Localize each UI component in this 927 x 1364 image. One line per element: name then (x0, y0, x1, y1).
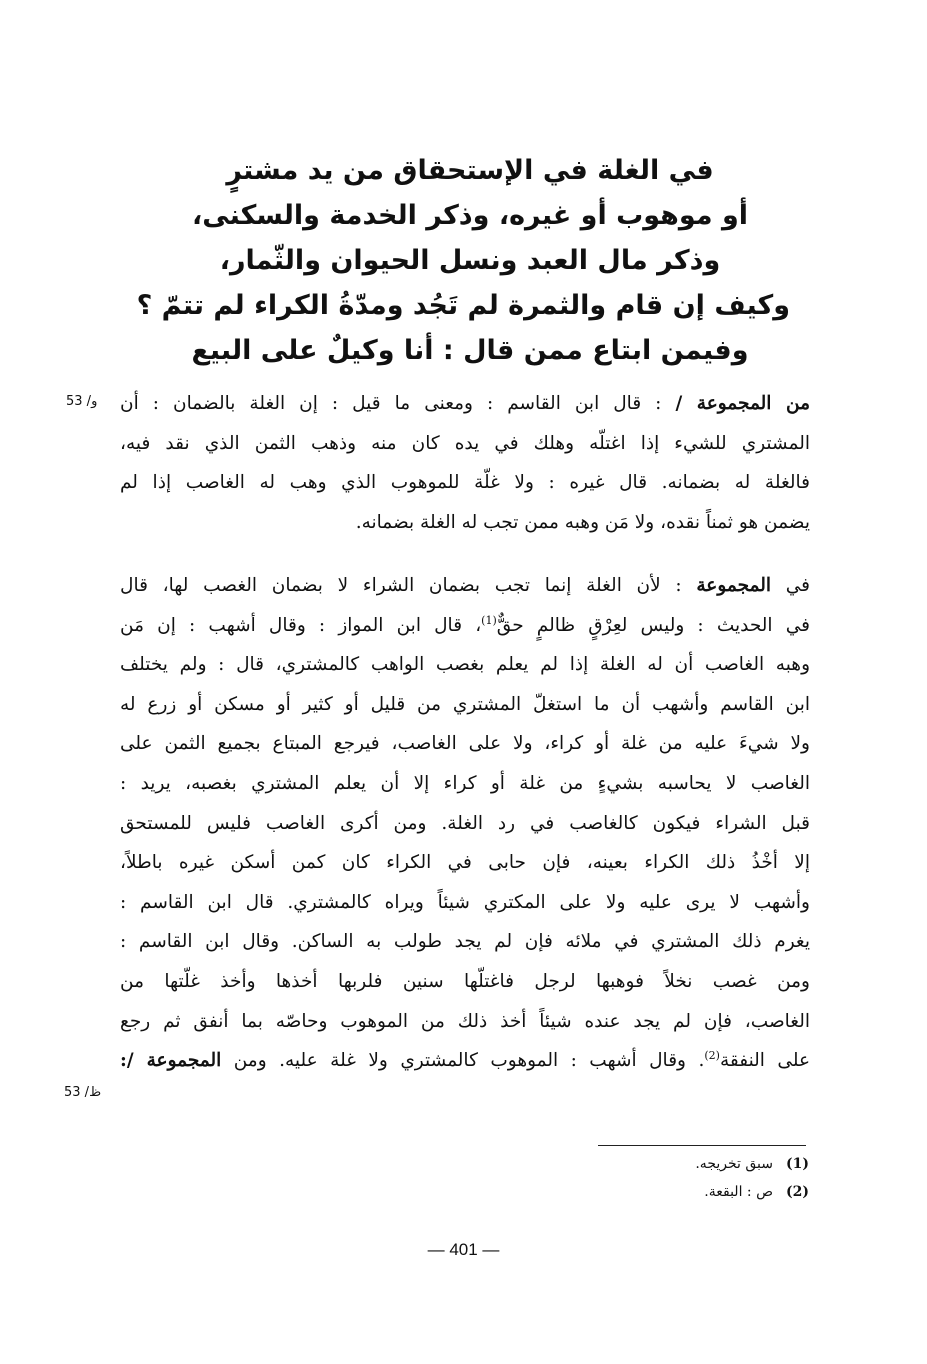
source-ref: المجموعة (696, 575, 771, 596)
footnote-ref: (1) (481, 613, 497, 627)
text-line (120, 606, 810, 646)
paragraph (120, 566, 810, 1081)
text-line: ولا شيءَ عليه من غلة أو كراء، ولا على الغاصب، فيرجع المبتاع بجميع الثمن على (120, 733, 810, 755)
text-line: يضمن هو ثمناً نقده، ولا مَن وهبه ممن تجب له الغلة بضمانه. (355, 511, 810, 533)
text-run: : قال ابن القاسم : ومعنى ما قيل : إن الغلة بالضمان : أن (120, 393, 676, 414)
footnote (704, 1184, 809, 1200)
text-run: على النفقة (719, 1050, 810, 1072)
source-ref: من المجموعة / (675, 393, 810, 414)
chapter-heading (136, 148, 790, 373)
heading-line: في الغلة في الإستحقاق من يد مشترٍ (226, 155, 714, 186)
footnote-text: سبق تخريجه. (695, 1156, 773, 1172)
text-line: المشتري للشيء إذا اغتلّه وهلك في يده كان منه وذهب الثمن الذي نقد فيه، (120, 432, 810, 454)
text-run: في (771, 575, 810, 596)
footnote-text: ص : البقعة. (704, 1184, 773, 1200)
page-number: — 401 — (427, 1240, 500, 1259)
footnote-number: (1) (786, 1156, 809, 1172)
text-run: : لأن الغلة إنما تجب بضمان الشراء لا بضمان الغصب لها، قال (120, 575, 697, 596)
paragraph (120, 384, 810, 542)
heading-line: وفيمن ابتاع ممن قال : أنا وكيلٌ على البيع (191, 335, 749, 366)
footnote-divider (598, 1145, 806, 1146)
heading-line: وكيف إن قام والثمرة لم تَجُد ومدّةُ الكراء لم تتمّ ؟ (136, 290, 790, 321)
footnote (695, 1156, 809, 1172)
text-line: وهبه الغاصب أن له الغلة إذا لم يعلم بغصب الواهب كالمشتري، قال : ولم يختلف (120, 654, 810, 676)
text-line: قبل الشراء فيكون كالغاصب في رد الغلة. ومن أكرى الغاصب فليس للمستحق (120, 812, 810, 834)
text-line: إلا أخْذُ ذلك الكراء بعينه، فإن حابى في الكراء كان كمن أسكن غيره باطلاً، (120, 852, 810, 874)
text-line: الغاصب لا يحاسبه بشيءٍ من غلة أو كراء إلا أن يعلم المشتري بغصبه، يريد : (120, 772, 810, 794)
text-line: فالغلة له بضمانه. قال غيره : ولا غلّة للموهوب الذي وهب له الغاصب إذا لم (120, 472, 810, 494)
text-line: ابن القاسم وأشهب أن ما استغلّ المشتري من قليل أو كثير أو مسكن أو زرع له (120, 693, 810, 715)
margin-folio-note: 53 /ظ (64, 1085, 102, 1100)
heading-line: وذكر مال العبد ونسل الحيوان والثّمار، (219, 245, 721, 276)
text-run: في الحديث : وليس لعِرْقٍ ظالمٍ حقٌّ (496, 614, 810, 636)
text-line: الغاصب، فإن لم يجد عنده شيئاً أخذ ذلك من الموهوب وحاصّه بما أنفق ثم رجع (120, 1010, 810, 1032)
text-line (120, 384, 810, 424)
margin-folio-note: 53 /و (66, 394, 98, 409)
text-line: يغرم ذلك المشتري في ملائه فإن لم يجد طولب به الساكن. وقال ابن القاسم : (120, 931, 810, 953)
footnote-ref: (2) (704, 1048, 720, 1062)
text-line: ومن غصب نخلاً فوهبها لرجل فاغتلّها سنين فلربها أخذها وأخذ غلّتها من (120, 970, 810, 992)
footnote-number: (2) (786, 1184, 809, 1200)
heading-line: أو موهوب أو غيره، وذكر الخدمة والسكنى، (192, 200, 748, 231)
text-run: . وقال أشهب : الموهوب كالمشتري ولا غلة عليه. ومن (221, 1050, 705, 1072)
text-run: ، قال ابن المواز : وقال أشهب : إن مَن (120, 614, 482, 636)
text-line (120, 1041, 810, 1081)
source-ref: المجموعة /: (120, 1050, 222, 1072)
text-line (120, 566, 810, 606)
text-line: وأشهب لا يرى عليه ولا على المكتري شيئاً ويراه كالمشتري. قال ابن القاسم : (120, 891, 810, 913)
